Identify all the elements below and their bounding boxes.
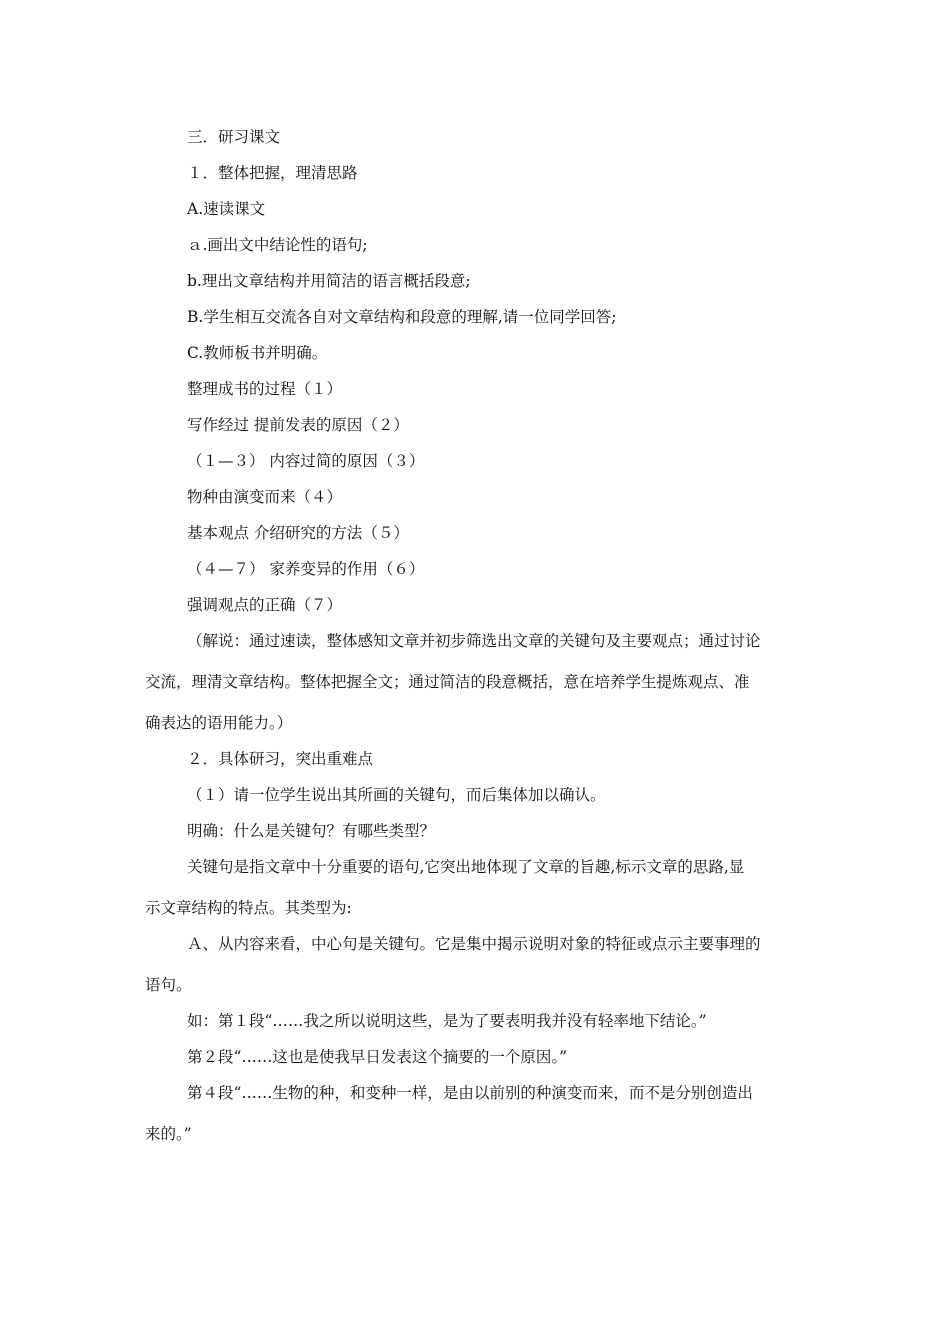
outline-line-2: 写作经过 提前发表的原因（２）	[187, 416, 409, 434]
step-c-board: C.教师板书并明确。	[187, 344, 328, 362]
note-line-1: （解说：通过速读，整体感知文章并初步筛选出文章的关键句及主要观点；通过讨论	[187, 632, 761, 650]
example-para-4-line-2: 来的。”	[145, 1125, 192, 1143]
outline-line-1: 整理成书的过程（１）	[187, 380, 343, 398]
definition-line-2: 示文章结构的特点。其类型为:	[145, 899, 352, 917]
type-a-line-2: 语句。	[145, 976, 192, 994]
clarify-line: 明确：什么是关键句？有哪些类型？	[187, 822, 436, 840]
outline-line-5: 基本观点 介绍研究的方法（５）	[187, 524, 409, 542]
outline-line-6: （４—７） 家养变异的作用（６）	[187, 560, 425, 578]
subheading-overall-grasp: １．整体把握，理清思路	[187, 164, 358, 182]
example-para-1: 如：第１段“……我之所以说明这些，是为了要表明我并没有轻率地下结论。”	[187, 1012, 707, 1030]
note-line-2: 交流，理清文章结构。整体把握全文；通过简洁的段意概括，意在培养学生提炼观点、准	[145, 673, 750, 691]
outline-line-4: 物种由演变而来（４）	[187, 488, 343, 506]
type-a-line-1: Ａ、从内容来看，中心句是关键句。它是集中揭示说明对象的特征或点示主要事理的	[187, 935, 761, 953]
outline-line-7: 强调观点的正确（７）	[187, 596, 343, 614]
example-para-2: 第２段“……这也是使我早日发表这个摘要的一个原因。”	[187, 1048, 568, 1066]
definition-line-1: 关键句是指文章中十分重要的语句,它突出地体现了文章的旨趣,标示文章的思路,显	[187, 858, 745, 876]
step-a-item-a: ａ.画出文中结论性的语句;	[187, 236, 368, 254]
heading-study-text: 三．研习课文	[187, 128, 281, 146]
step-b-exchange: B.学生相互交流各自对文章结构和段意的理解,请一位同学回答;	[187, 308, 617, 326]
section2-title: ２．具体研习，突出重难点	[187, 750, 374, 768]
step-a-item-b: b.理出文章结构并用简洁的语言概括段意;	[187, 272, 471, 290]
question-1: （１）请一位学生说出其所画的关键句，而后集体加以确认。	[187, 786, 606, 804]
note-line-3: 确表达的语用能力。）	[145, 714, 293, 732]
example-para-4-line-1: 第４段“……生物的种，和变种一样，是由以前别的种演变而来，而不是分别创造出	[187, 1084, 753, 1102]
step-a-speed-read: A.速读课文	[187, 200, 266, 218]
outline-line-3: （１—３） 内容过简的原因（３）	[187, 452, 425, 470]
